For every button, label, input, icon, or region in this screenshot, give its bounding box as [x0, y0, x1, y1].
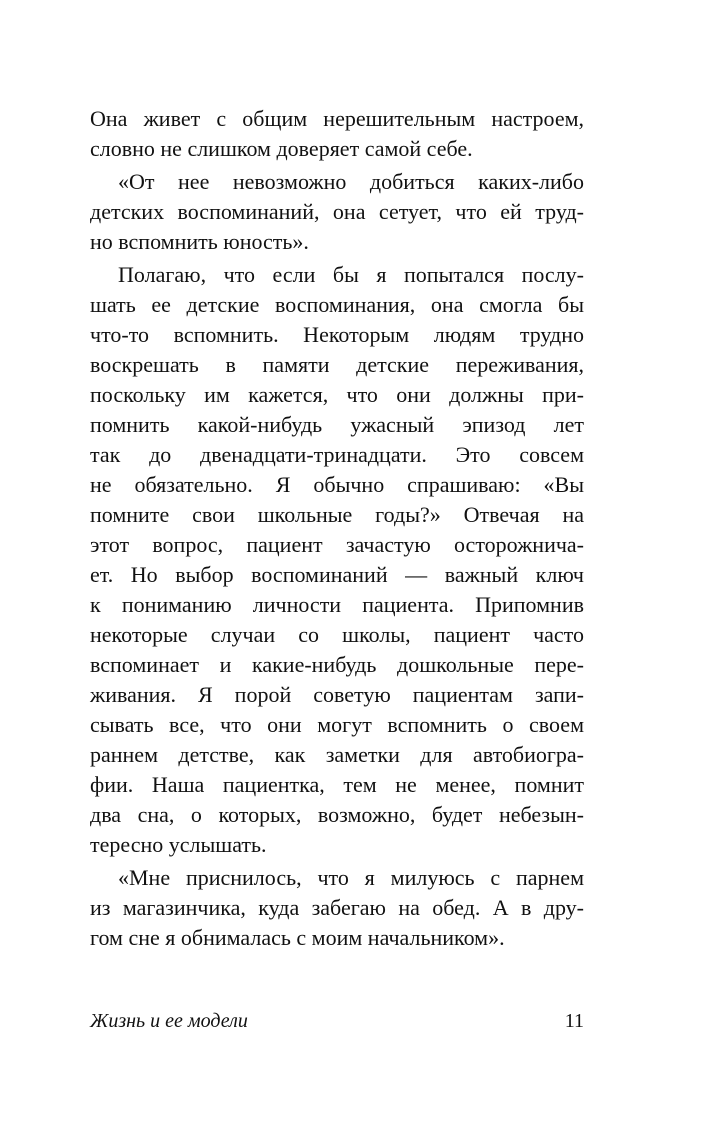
text-line: «От нее невозможно добиться каких-либо [118, 169, 584, 194]
text-line: шать ее детские воспоминания, она смогла бы [90, 292, 584, 317]
text-line: Она живет с общим нерешительным настроем, [90, 106, 584, 131]
text-line: сывать все, что они могут вспомнить о своем [90, 712, 584, 737]
text-line: но вспомнить юность». [90, 229, 309, 254]
text-line: из магазинчика, куда забегаю на обед. А в дру- [90, 895, 584, 920]
text-line: помнить какой-нибудь ужасный эпизод лет [90, 412, 584, 437]
text-line: воскрешать в памяти детские переживания, [90, 352, 584, 377]
text-line: два сна, о которых, возможно, будет небезын- [90, 802, 584, 827]
page-number: 11 [564, 1010, 584, 1032]
body-text [90, 104, 584, 956]
text-line: «Мне приснилось, что я милуюсь с парнем [118, 865, 584, 890]
paragraph-2 [90, 167, 584, 257]
text-line: помните свои школьные годы?» Отвечая на [90, 502, 584, 527]
running-title: Жизнь и ее модели [90, 1010, 248, 1032]
text-line: что-то вспомнить. Некоторым людям трудно [90, 322, 584, 347]
text-line: поскольку им кажется, что они должны при- [90, 382, 584, 407]
paragraph-1 [90, 104, 584, 164]
text-line: ет. Но выбор воспоминаний — важный ключ [90, 562, 584, 587]
text-line: так до двенадцати-тринадцати. Это совсем [90, 442, 584, 467]
text-line: гом сне я обнималась с моим начальником». [90, 925, 505, 950]
paragraph-4 [90, 863, 584, 953]
text-line: некоторые случаи со школы, пациент часто [90, 622, 584, 647]
paragraph-3 [90, 260, 584, 860]
text-line: к пониманию личности пациента. Припомнив [90, 592, 584, 617]
text-line: не обязательно. Я обычно спрашиваю: «Вы [90, 472, 584, 497]
text-line: словно не слишком доверяет самой себе. [90, 136, 473, 161]
text-line: фии. Наша пациентка, тем не менее, помнит [90, 772, 584, 797]
text-line: вспоминает и какие-нибудь дошкольные пере- [90, 652, 584, 677]
text-line: тересно услышать. [90, 832, 267, 857]
page-footer [90, 1006, 584, 1036]
text-line: этот вопрос, пациент зачастую осторожнича- [90, 532, 584, 557]
text-line: Полагаю, что если бы я попытался послу- [118, 262, 584, 287]
text-line: раннем детстве, как заметки для автобиогра- [90, 742, 584, 767]
text-line: детских воспоминаний, она сетует, что ей труд- [90, 199, 584, 224]
text-line: живания. Я порой советую пациентам запи- [90, 682, 584, 707]
